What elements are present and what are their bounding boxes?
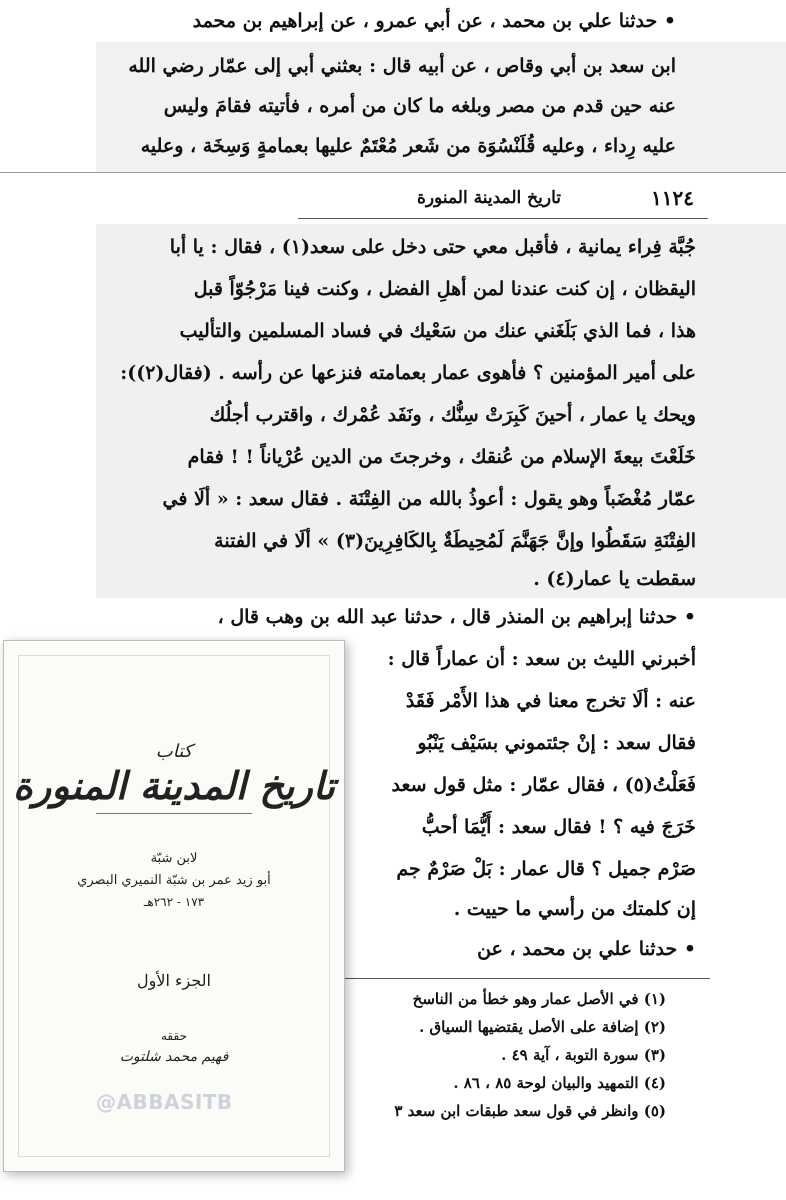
page-number: ١١٢٤ (651, 186, 694, 210)
text-line: اليقظان ، إن كنت عندنا لمن أهلِ الفضل ، وكنت فينا مَرْجُوّاً قبل (193, 278, 696, 300)
text-line: عمّار مُغْضَباً وهو يقول : أعوذُ بالله من الفِتْنَة . فقال سعد : « ألَا في (162, 488, 696, 510)
text-line: جُبَّة فِراء يمانية ، فأقبل معي حتى دخل على سعد(١) ، فقال : يا أبا (169, 236, 696, 258)
footnote: (٣) سورة التوبة ، آية ٤٩ . (501, 1046, 666, 1064)
text-line: • حدثنا علي بن محمد ، عن (477, 938, 696, 960)
text-line: • حدثنا إبراهيم بن المنذر قال ، حدثنا عبد الله بن وهب قال ، (217, 606, 696, 628)
text-line: صَرْم جميل ؟ قال عمار : بَلْ صَرْمٌ جم (396, 858, 696, 880)
running-title: تاريخ المدينة المنورة (416, 188, 561, 208)
text-line: عنه حين قدم من مصر وبلغه ما كان من أمره ، فأتيته فقامَ وليس (163, 95, 676, 117)
text-line: فقال سعد : إنْ جئتموني بسَيْف يَنْبُو (417, 732, 696, 754)
cover-dates: ١٧٣ - ٢٦٢هـ (143, 895, 205, 909)
cover-editor-name: فهيم محمد شلتوت (119, 1049, 229, 1065)
header-rule (298, 218, 708, 219)
text-line: إن كلمتك من رأسي ما حييت . (453, 898, 696, 920)
cover-author-name: أبو زيد عمر بن شبّة النميري البصري (77, 873, 271, 888)
cover-volume: الجزء الأول (136, 971, 211, 990)
cover-author-label: لابن شبّة (150, 851, 198, 866)
top-text-block (0, 0, 786, 172)
text-line: هذا ، فما الذي بَلَغَني عنك من سَعْيك في فساد المسلمين والتأليب (179, 320, 696, 342)
page-header (96, 186, 786, 216)
footnote: (٥) وانظر في قول سعد طبقات ابن سعد ٣ (394, 1102, 666, 1120)
text-line: خَلَعْتَ بيعةَ الإسلام من عُنقك ، وخرجتَ من الدين عُرْياناً ! ! فقام (187, 446, 696, 468)
text-line: عنه : ألَا تخرج معنا في هذا الأَمْر فَقَدْ (405, 690, 696, 712)
text-line: أخبرني الليث بن سعد : أن عماراً قال : (387, 648, 696, 670)
text-line: على أمير المؤمنين ؟ فأهوى عمار بعمامته فنزعها عن رأسه . (فقال(٢)): (120, 362, 696, 384)
cover-kitab-label: كتاب (155, 741, 193, 762)
footnote: (٢) إضافة على الأصل يقتضيها السياق . (419, 1018, 666, 1036)
text-line: خَرَجَ فيه ؟ ! فقال سعد : أَيُّمَا أحبُّ (421, 816, 696, 838)
footnote: (١) في الأصل عمار وهو خطأ من الناسخ (412, 990, 666, 1008)
footnote: (٤) التمهيد والبيان لوحة ٨٥ ، ٨٦ . (453, 1074, 666, 1092)
text-line: عليه رِداء ، وعليه قُلَنْسُوَة من شَعر مُعْتَمٌ عليها بعمامةٍ وَسِخَة ، وعليه (140, 135, 676, 157)
cover-title: تاريخ المدينة المنورة (13, 763, 335, 808)
page-divider (0, 172, 786, 173)
cover-editor-label: حققه (161, 1029, 187, 1043)
text-line: ويحك يا عمار ، أحينَ كَبِرَتْ سِنُّك ، ونَفَد عُمْرك ، واقترب أجلُك (209, 404, 696, 426)
text-line: سقطت يا عمار(٤) . (533, 568, 696, 590)
text-line: ابن سعد بن أبي وقاص ، عن أبيه قال : بعثني أبي إلى عمّار رضي الله (128, 55, 676, 77)
cover-title-rule (96, 813, 252, 814)
footnote-rule (330, 978, 710, 979)
text-line: الفِتْنَةِ سَقَطُوا وإنَّ جَهَنَّمَ لَمُحِيطَةٌ بِالكَافِرِينَ(٣) » ألَا في الفتنة (214, 530, 696, 552)
watermark: @ABBASITB (96, 1090, 233, 1114)
text-line: • حدثنا علي بن محمد ، عن أبي عمرو ، عن إبراهيم بن محمد (192, 10, 676, 32)
text-line: فَعَلْتُ(٥) ، فقال عمّار : مثل قول سعد (391, 774, 696, 796)
